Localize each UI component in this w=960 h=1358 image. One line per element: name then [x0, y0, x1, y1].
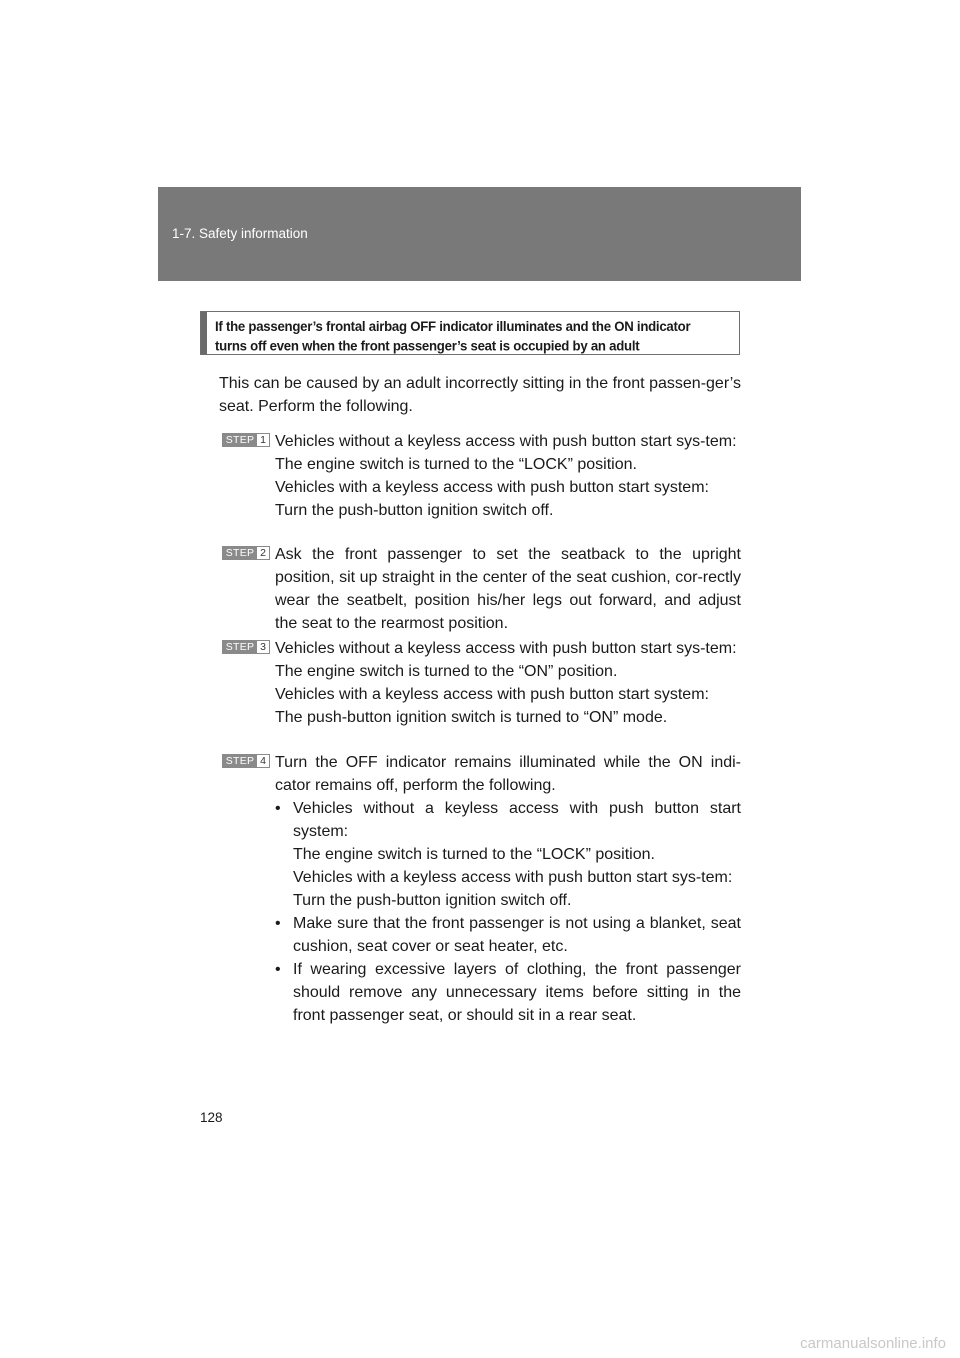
bullet-mark: •	[275, 800, 281, 817]
step-text: The engine switch is turned to the “ON” position.	[275, 663, 618, 680]
bullet-text: Make sure that the front passenger is not using a blanket, seat cushion, seat cover or seat heater, etc.	[293, 915, 741, 955]
step-badge	[222, 640, 270, 654]
intro-paragraph: This can be caused by an adult incorrectly sitting in the front passen-ger’s seat. Perform the following.	[219, 375, 741, 415]
step-badge-word: STEP	[223, 434, 257, 446]
step-badge-word: STEP	[223, 547, 257, 559]
heading-line-2: turns off even when the front passenger’s seat is occupied by an adult	[215, 338, 640, 354]
bullet-list	[275, 797, 741, 1027]
bullet-text: Turn the push-button ignition switch off.	[293, 892, 572, 909]
bullet-text: The engine switch is turned to the “LOCK” position.	[293, 846, 655, 863]
bullet-text: Vehicles without a keyless access with push button start system:	[293, 800, 741, 840]
step-text: Vehicles without a keyless access with push button start sys-tem:	[275, 433, 737, 450]
step-body	[275, 751, 741, 1027]
step-body	[275, 430, 741, 522]
step-body	[275, 637, 741, 729]
watermark: carmanualsonline.info	[800, 1335, 946, 1352]
step-text: The engine switch is turned to the “LOCK” position.	[275, 456, 637, 473]
step-badge-word: STEP	[223, 755, 257, 767]
section-title: 1-7. Safety information	[172, 226, 308, 241]
step-text: Vehicles with a keyless access with push button start system:	[275, 479, 709, 496]
step-text: Turn the OFF indicator remains illuminated while the ON indi-cator remains off, perform the following.	[275, 754, 741, 794]
step-body	[275, 543, 741, 635]
heading-text	[215, 316, 737, 356]
step-badge	[222, 546, 270, 560]
section-header-bar	[158, 187, 801, 281]
step-badge	[222, 754, 270, 768]
step-text: The push-button ignition switch is turned to “ON” mode.	[275, 709, 668, 726]
bullet-item	[275, 797, 741, 912]
heading-line-1: If the passenger’s frontal airbag OFF indicator illuminates and the ON indicator	[215, 318, 691, 334]
page-number: 128	[200, 1110, 223, 1125]
subsection-heading	[200, 311, 740, 355]
step-badge	[222, 433, 270, 447]
step-badge-number: 4	[257, 755, 269, 767]
step-text: Turn the push-button ignition switch off.	[275, 502, 554, 519]
step-badge-word: STEP	[223, 641, 257, 653]
step-badge-number: 3	[257, 641, 269, 653]
bullet-item	[275, 912, 741, 958]
step-badge-number: 1	[257, 434, 269, 446]
step-text: Vehicles without a keyless access with push button start sys-tem:	[275, 640, 737, 657]
heading-accent-bar	[201, 312, 207, 354]
step-badge-number: 2	[257, 547, 269, 559]
step-text: Ask the front passenger to set the seatback to the upright position, sit up straight in the center of the seat cushion, cor-rectly wear the seatbelt, position his/her legs out forward, and adjust the seat to the rearmost position.	[275, 546, 741, 632]
bullet-text: If wearing excessive layers of clothing, the front passenger should remove any unnecessary items before sitting in the front passenger seat, or should sit in a rear seat.	[293, 961, 741, 1024]
bullet-item	[275, 958, 741, 1027]
bullet-text: Vehicles with a keyless access with push button start sys-tem:	[293, 869, 733, 886]
bullet-mark: •	[275, 961, 281, 978]
bullet-mark: •	[275, 915, 281, 932]
step-text: Vehicles with a keyless access with push button start system:	[275, 686, 709, 703]
